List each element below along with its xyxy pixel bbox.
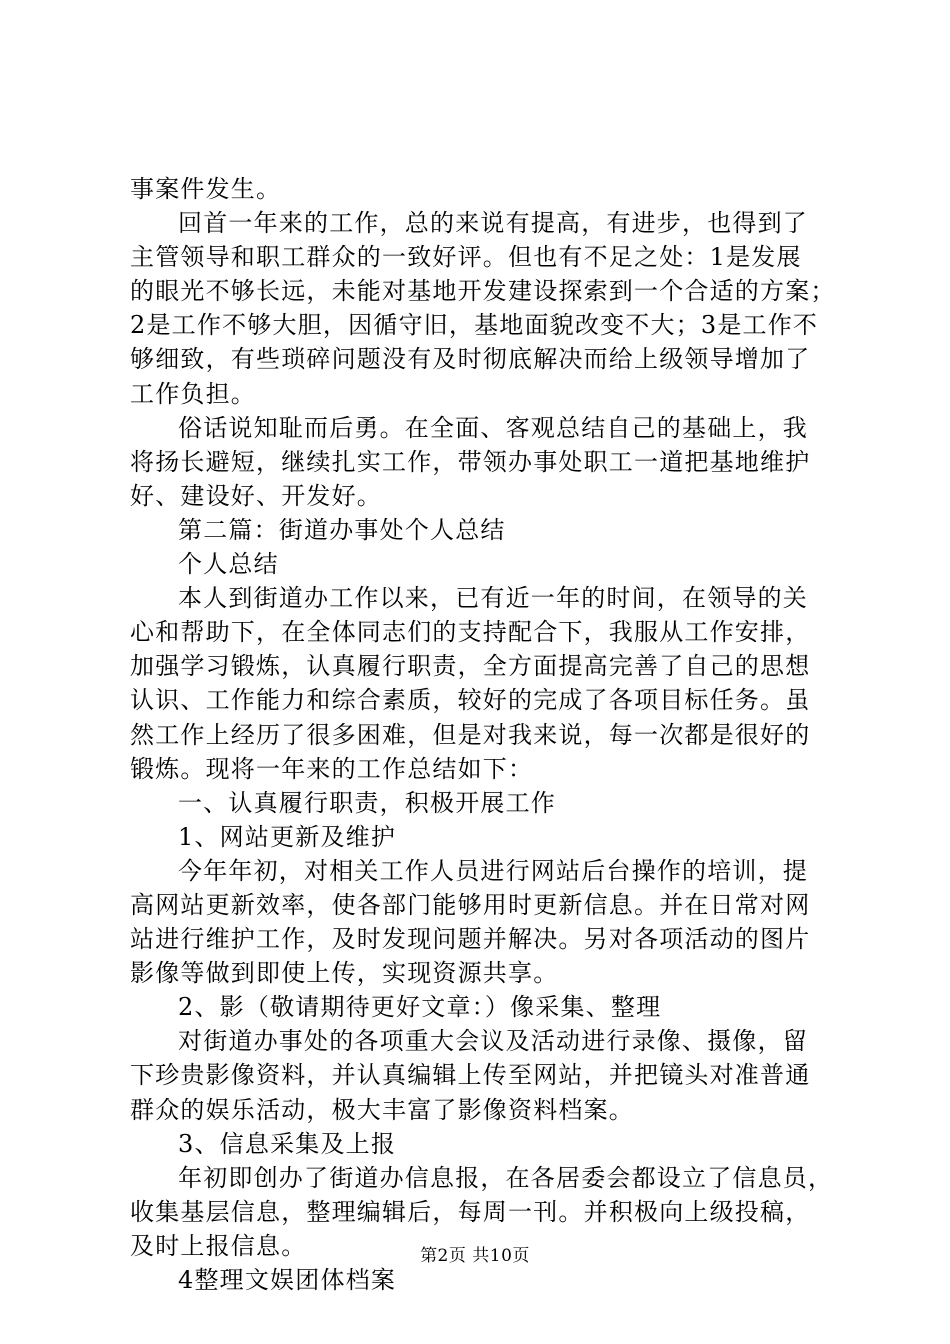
text-line: 主管领导和职工群众的一致好评。但也有不足之处：1是发展 (130, 243, 802, 272)
text-line: 将扬长避短，继续扎实工作，带领办事处职工一道把基地维护 (130, 447, 811, 476)
text-line: 高网站更新效率，使各部门能够用时更新信息。并在日常对网 (130, 890, 811, 919)
text-line: 1、网站更新及维护 (178, 822, 397, 851)
text-line: 2是工作不够大胆，因循守旧，基地面貌改变不大；3是工作不 (130, 311, 819, 340)
text-line: 年初即创办了街道办信息报，在各居委会都设立了信息员， (178, 1163, 834, 1192)
text-line: 影像等做到即使上传，实现资源共享。 (130, 959, 559, 988)
text-line: 回首一年来的工作，总的来说有提高，有进步，也得到了 (178, 209, 808, 238)
text-line: 事案件发生。 (130, 175, 282, 203)
text-line: 对街道办事处的各项重大会议及活动进行录像、摄像，留 (178, 1027, 808, 1056)
text-line: 好、建设好、开发好。 (130, 481, 382, 510)
text-line: 3、信息采集及上报 (178, 1129, 397, 1158)
text-line: 下珍贵影像资料，并认真编辑上传至网站，并把镜头对准普通 (130, 1061, 811, 1090)
text-line: 今年年初，对相关工作人员进行网站后台操作的培训，提 (178, 856, 808, 885)
text-line: 加强学习锻炼，认真履行职责，全方面提高完善了自己的思想 (130, 652, 811, 681)
text-line: 站进行维护工作，及时发现问题并解决。另对各项活动的图片 (130, 925, 811, 954)
text-line: 收集基层信息，整理编辑后，每周一刊。并积极向上级投稿， (130, 1197, 811, 1226)
text-line: 第二篇：街道办事处个人总结 (178, 515, 506, 544)
text-line: 够细致，有些琐碎问题没有及时彻底解决而给上级领导增加了 (130, 345, 811, 374)
text-line: 群众的娱乐活动，极大丰富了影像资料档案。 (130, 1095, 634, 1124)
document-body (130, 172, 835, 1297)
page-footer: 第2页 共10页 (420, 1246, 530, 1266)
text-line: 俗话说知耻而后勇。在全面、客观总结自己的基础上，我 (178, 413, 808, 442)
text-line: 的眼光不够长远，未能对基地开发建设探索到一个合适的方案； (130, 277, 836, 306)
text-line: 然工作上经历了很多困难，但是对我来说，每一次都是很好的 (130, 720, 811, 749)
text-line: 心和帮助下，在全体同志们的支持配合下，我服从工作安排， (130, 618, 811, 647)
text-line: 4整理文娱团体档案 (178, 1266, 397, 1294)
text-line: 工作负担。 (130, 379, 256, 408)
text-line: 本人到街道办工作以来，已有近一年的时间，在领导的关 (178, 584, 808, 613)
text-line: 2、影（敬请期待更好文章：）像采集、整理 (178, 993, 662, 1022)
text-line: 及时上报信息。 (130, 1231, 307, 1260)
text-line: 认识、工作能力和综合素质，较好的完成了各项目标任务。虽 (130, 686, 811, 715)
text-line: 锻炼。现将一年来的工作总结如下： (130, 754, 534, 783)
text-line: 个人总结 (178, 550, 279, 579)
text-line: 一、认真履行职责，积极开展工作 (178, 788, 556, 817)
